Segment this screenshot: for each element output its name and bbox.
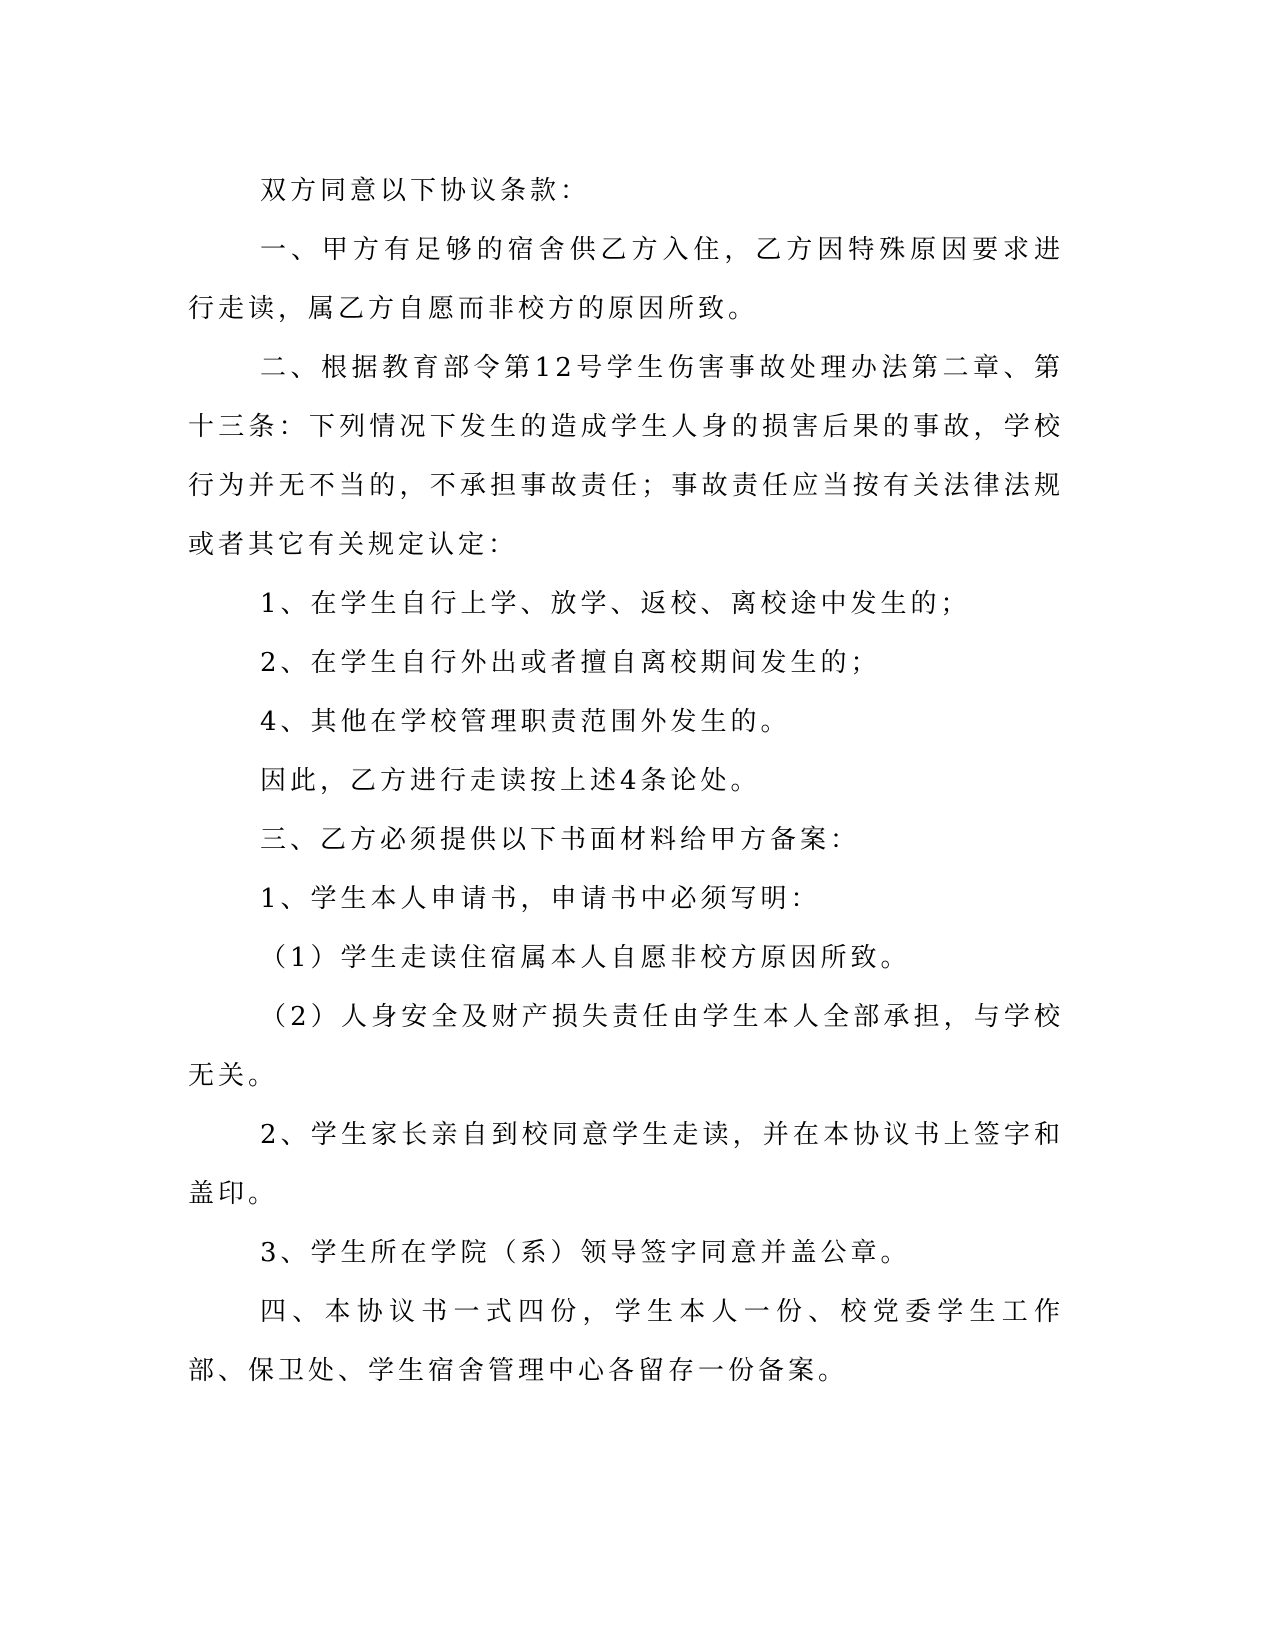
clause-2-item-4: 4、其他在学校管理职责范围外发生的。 (260, 707, 791, 737)
clause-3-paragraph: 三、乙方必须提供以下书面材料给甲方备案： (260, 825, 861, 855)
clause-3-item-1: 1、学生本人申请书，申请书中必须写明： (260, 884, 821, 914)
clause-2-item-1: 1、在学生自行上学、放学、返校、离校途中发生的； (260, 589, 971, 619)
clause-2-paragraph: 二、根据教育部令第12号学生伤害事故处理办法第二章、第十三条：下列情况下发生的造成学生人身的损害后果的事故，学校行为并无不当的，不承担事故责任；事故责任应当按有关法律法规或者其它有关规定认定： (188, 353, 1064, 560)
clause-3-item-1-sub-1: （1）学生走读住宿属本人自愿非校方原因所致。 (260, 943, 911, 973)
clause-2-conclusion: 因此，乙方进行走读按上述4条论处。 (260, 766, 761, 796)
clause-3-item-2: 2、学生家长亲自到校同意学生走读，并在本协议书上签字和盖印。 (188, 1120, 1064, 1209)
clause-2-item-2: 2、在学生自行外出或者擅自离校期间发生的； (260, 648, 881, 678)
document-body (188, 162, 1064, 1401)
clause-1-paragraph: 一、甲方有足够的宿舍供乙方入住，乙方因特殊原因要求进行走读，属乙方自愿而非校方的原因所致。 (188, 235, 1064, 324)
clause-4-paragraph: 四、本协议书一式四份，学生本人一份、校党委学生工作部、保卫处、学生宿舍管理中心各留存一份备案。 (188, 1297, 1064, 1386)
intro-paragraph: 双方同意以下协议条款： (260, 176, 591, 206)
clause-3-item-1-sub-2: （2）人身安全及财产损失责任由学生本人全部承担，与学校无关。 (188, 1002, 1064, 1091)
clause-3-item-3: 3、学生所在学院（系）领导签字同意并盖公章。 (260, 1238, 911, 1268)
